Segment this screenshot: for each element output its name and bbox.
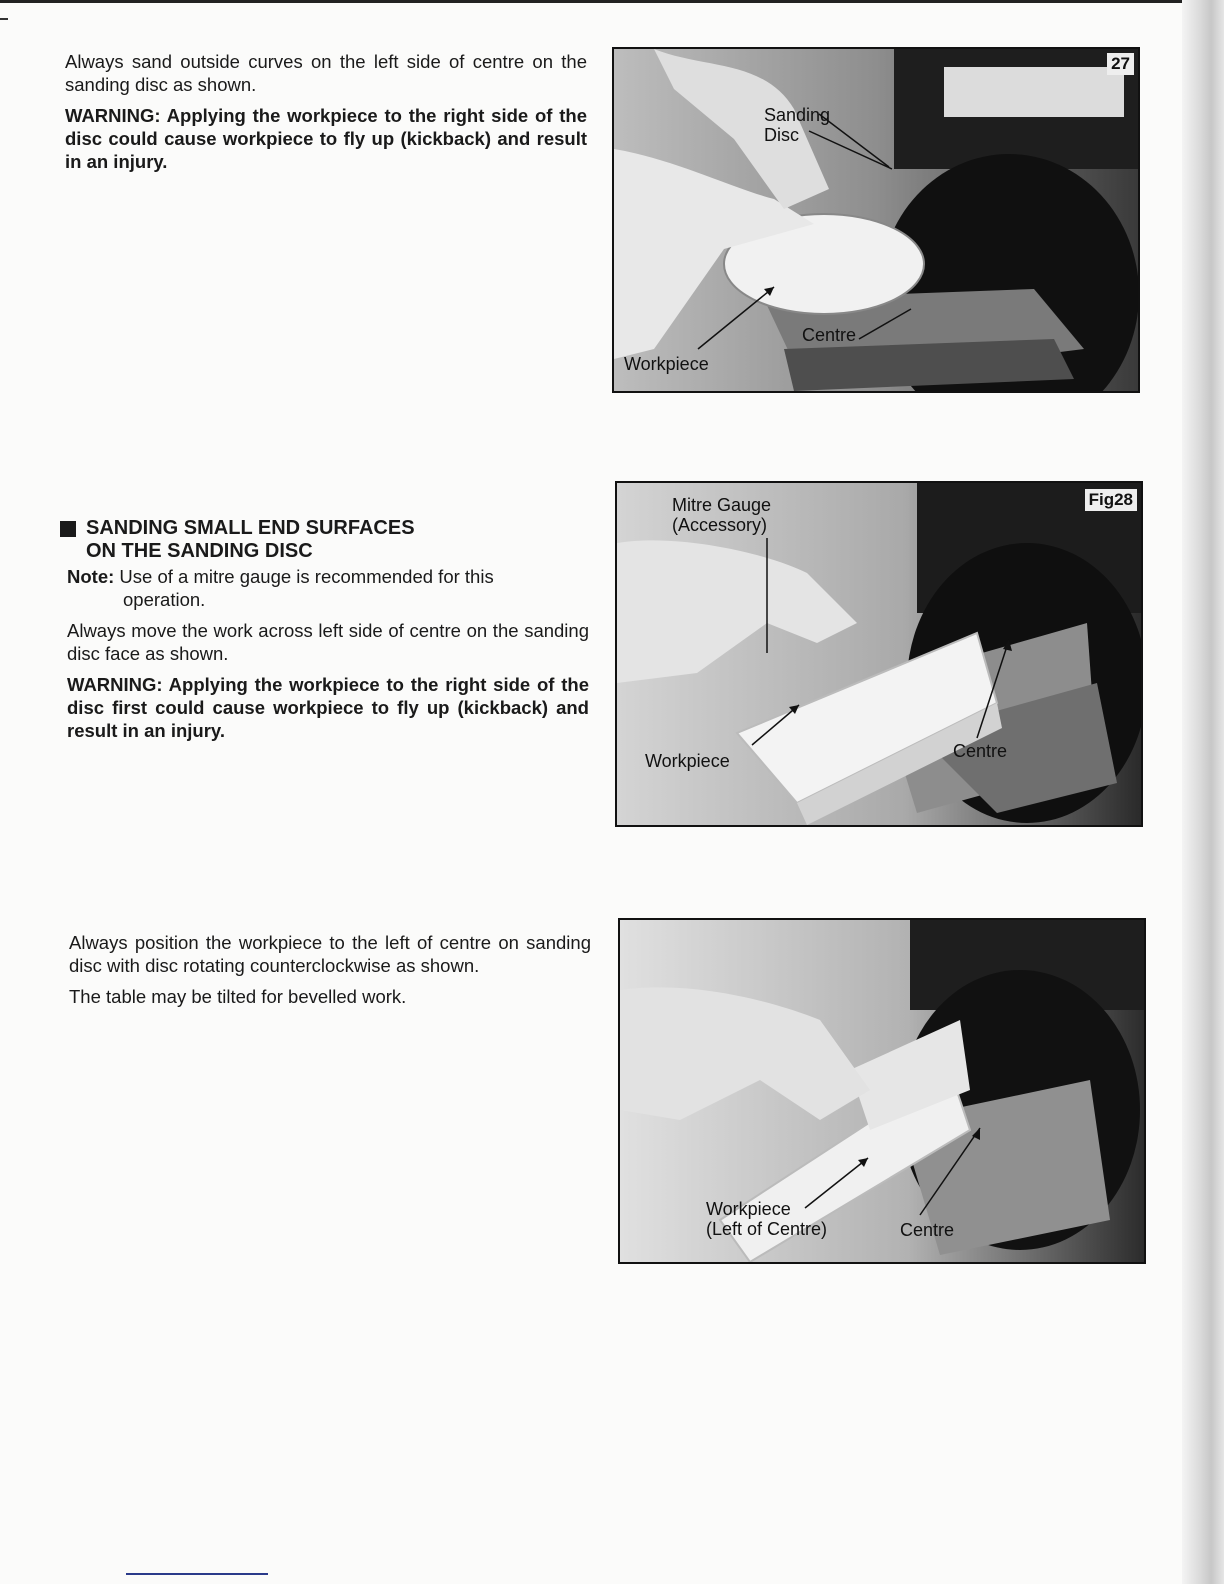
figure-28-mitre-gauge-label [672,495,771,535]
figure-27-illustration [614,49,1138,391]
bevel-paragraph: The table may be tilted for bevelled work. [69,986,407,1007]
note-label: Note: [67,566,115,587]
figure-29-centre-label: Centre [900,1220,955,1240]
mitre-gauge-label-line2: (Accessory) [672,515,768,535]
heading-line-1: SANDING SMALL END SURFACES [86,517,415,539]
heading-bullet [60,521,76,537]
curves-warning: WARNING: Applying the workpiece to the right side of the disc could cause workpiece to fly up (kickback) and result in an injury. [65,105,587,172]
figure-27-workpiece-label: Workpiece [624,354,709,374]
figure-27-number: 27 [1107,53,1134,75]
small-end-warning: WARNING: Applying the workpiece to the right side of the disc first could cause workpiece to fly up (kickback) and result in an injury. [67,674,589,741]
bottom-rule [126,1573,268,1575]
sanding-disc-label-line2: Disc [764,125,799,145]
binding-shadow [1182,0,1224,1584]
figure-29-photo [618,918,1146,1264]
note-text: Use of a mitre gauge is recommended for this [119,566,494,587]
mitre-gauge-label-line1: Mitre Gauge [672,495,772,515]
section-small-end-text [67,565,589,750]
figure-29-workpiece-label [706,1199,827,1239]
heading-line-2: ON THE SANDING DISC [86,540,313,562]
figure-27-sanding-disc-label [764,105,830,145]
note-text-continued: operation. [123,589,206,610]
figure-27-centre-label: Centre [802,325,857,345]
workpiece-label-line2: (Left of Centre) [706,1219,828,1239]
small-end-paragraph: Always move the work across left side of centre on the sanding disc face as shown. [67,620,589,664]
section-position-text [69,931,591,1016]
figure-28-photo [615,481,1143,827]
top-rule [0,0,1185,3]
position-paragraph: Always position the workpiece to the left of centre on sanding disc with disc rotating counterclockwise as shown. [69,932,591,976]
margin-mark [0,18,8,20]
figure-29-illustration [620,920,1144,1262]
section-curves-text [65,50,587,181]
note-paragraph [67,565,589,611]
figure-28-workpiece-label: Workpiece [645,751,730,771]
figure-28-label: Fig28 [1085,489,1137,511]
figure-27-photo [612,47,1140,393]
workpiece-label-line1: Workpiece [706,1199,791,1219]
figure-28-centre-label: Centre [953,741,1008,761]
section-heading-small-end-surfaces [60,517,580,563]
curves-paragraph: Always sand outside curves on the left side of centre on the sanding disc as shown. [65,51,587,95]
sanding-disc-label-line1: Sanding [764,105,831,125]
